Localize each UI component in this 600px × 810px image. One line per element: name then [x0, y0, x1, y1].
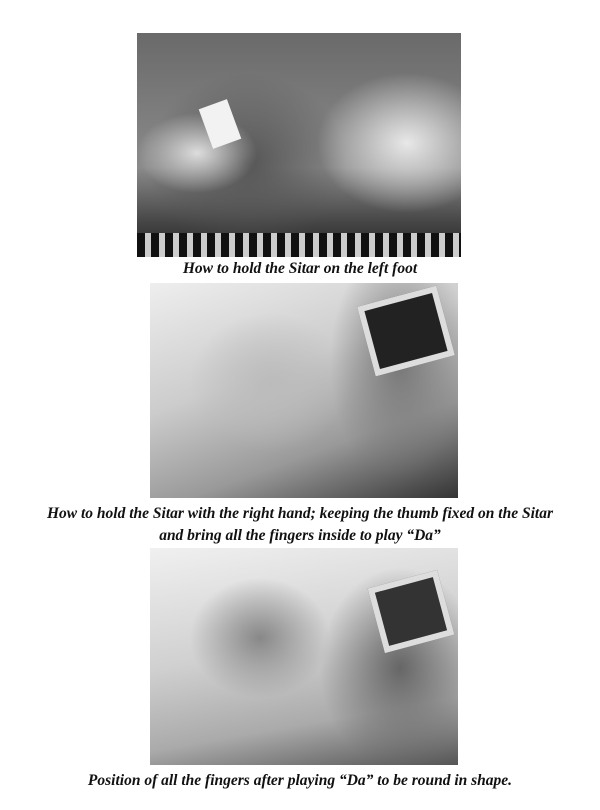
- photo-sitar-on-left-foot: [137, 33, 461, 257]
- photo-right-hand-position: [150, 283, 458, 498]
- sitar-bridge: [199, 99, 242, 149]
- sitar-fret-board: [368, 570, 455, 653]
- caption-figure-3: Position of all the fingers after playing “Da” to be round in shape.: [87, 772, 513, 789]
- photo-fingers-after-da: [150, 548, 458, 765]
- caption-figure-1: How to hold the Sitar on the left foot: [182, 260, 418, 277]
- patterned-rug: [137, 233, 461, 257]
- caption-figure-2-line-2: and bring all the fingers inside to play “Da”: [159, 527, 441, 544]
- sitar-fret-board: [357, 286, 455, 377]
- caption-figure-2-line-1: How to hold the Sitar with the right hand; keeping the thumb fixed on the Sitar: [46, 505, 553, 522]
